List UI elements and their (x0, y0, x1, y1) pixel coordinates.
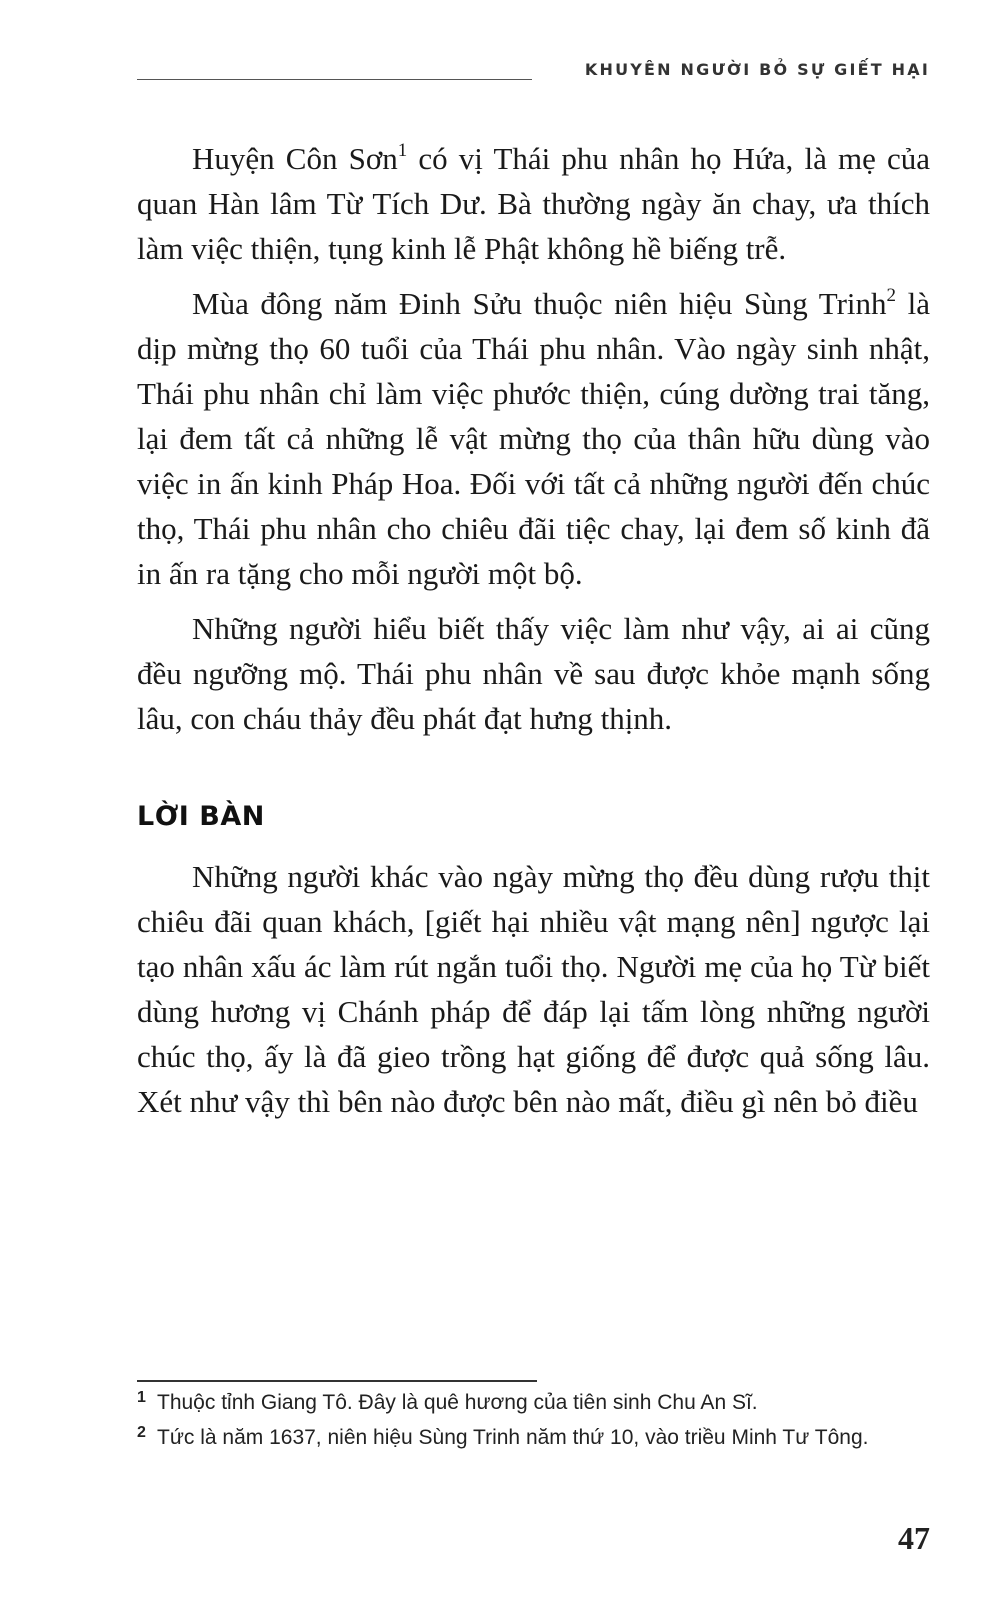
paragraph-2-text-start: Mùa đông năm Đinh Sửu thuộc niên hiệu Sùng Trinh (192, 286, 887, 321)
footnotes (137, 1380, 930, 1458)
footnote-ref-2: 2 (886, 285, 897, 306)
footnote-1 (137, 1388, 930, 1417)
paragraph-3: Những người hiểu biết thấy việc làm như vậy, ai ai cũng đều ngưỡng mộ. Thái phu nhân về sau được khỏe mạnh sống lâu, con cháu thảy đều phát đạt hưng thịnh. (137, 611, 930, 736)
page-number: 47 (898, 1520, 930, 1556)
footnote-2-text: Tức là năm 1637, niên hiệu Sùng Trinh năm thứ 10, vào triều Minh Tư Tông. (157, 1426, 869, 1449)
section-heading: LỜI BÀN (137, 801, 265, 832)
footnote-1-text: Thuộc tỉnh Giang Tô. Đây là quê hương của tiên sinh Chu An Sĩ. (157, 1391, 758, 1414)
running-header (137, 60, 930, 88)
header-rule (137, 79, 532, 80)
footnote-1-number: 1 (137, 1389, 146, 1406)
paragraph-1-text-end: có vị Thái phu nhân họ Hứa, là mẹ của quan Hàn lâm Từ Tích Dư. Bà thường ngày ăn chay, ưa thích làm việc thiện, tụng kinh lễ Phật không hề biếng trễ. (137, 141, 930, 266)
paragraph-1 (137, 136, 930, 271)
running-header-title: KHUYÊN NGƯỜI BỎ SỰ GIẾT HẠI (584, 60, 930, 79)
footnote-rule (137, 1380, 537, 1382)
main-text (137, 136, 930, 1134)
paragraph-2-text-end: là dịp mừng thọ 60 tuổi của Thái phu nhân. Vào ngày sinh nhật, Thái phu nhân chỉ làm việc phước thiện, cúng dường trai tăng, lại đem tất cả những lễ vật mừng thọ của thân hữu dùng vào việc in ấn kinh Pháp Hoa. Đối với tất cả những người đến chúc thọ, Thái phu nhân cho chiêu đãi tiệc chay, lại đem số kinh đã in ấn ra tặng cho mỗi người một bộ. (137, 286, 930, 591)
footnote-ref-1: 1 (397, 140, 408, 161)
paragraph-2 (137, 281, 930, 596)
footnote-2 (137, 1423, 930, 1452)
footnote-2-number: 2 (137, 1424, 146, 1441)
paragraph-1-text-start: Huyện Côn Sơn (192, 141, 398, 176)
section-paragraph: Những người khác vào ngày mừng thọ đều dùng rượu thịt chiêu đãi quan khách, [giết hại nhiều vật mạng nên] ngược lại tạo nhân xấu ác làm rút ngắn tuổi thọ. Người mẹ của họ Từ biết dùng hương vị Chánh pháp để đáp lại tấm lòng những người chúc thọ, ấy là đã gieo trồng hạt giống để được quả sống lâu. Xét như vậy thì bên nào được bên nào mất, điều gì nên bỏ điều (137, 859, 930, 1119)
